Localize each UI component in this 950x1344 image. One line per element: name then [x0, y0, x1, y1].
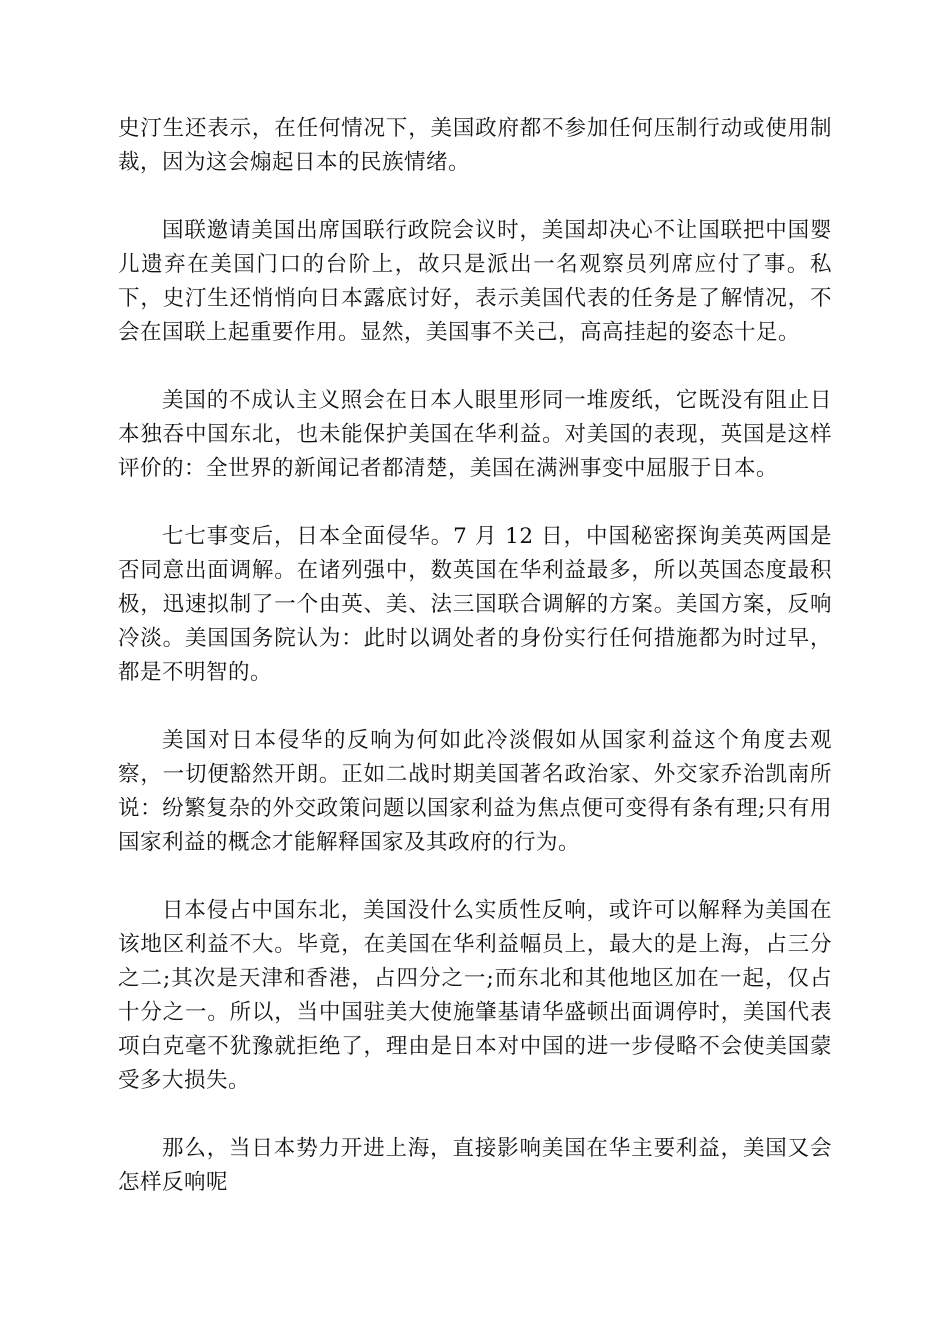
paragraph-1: 史汀生还表示，在任何情况下，美国政府都不参加任何压制行动或使用制裁，因为这会煽起日本的民族情绪。	[118, 116, 832, 175]
article-body	[118, 112, 832, 1200]
paragraph-3: 美国的不成认主义照会在日本人眼里形同一堆废纸，它既没有阻止日本独吞中国东北，也未能保护美国在华利益。对美国的表现，英国是这样评价的：全世界的新闻记者都清楚，美国在满洲事变中屈服于日本。	[118, 388, 832, 481]
paragraph-2: 国联邀请美国出席国联行政院会议时，美国却决心不让国联把中国婴儿遗弃在美国门口的台阶上，故只是派出一名观察员列席应付了事。私下，史汀生还悄悄向日本露底讨好，表示美国代表的任务是了解情况，不会在国联上起重要作用。显然，美国事不关己，高高挂起的姿态十足。	[118, 218, 832, 345]
paragraph-4: 七七事变后，日本全面侵华。7 月 12 日，中国秘密探询美英两国是否同意出面调解。在诸列强中，数英国在华利益最多，所以英国态度最积极，迅速拟制了一个由英、美、法三国联合调解的方案。美国方案，反响冷淡。美国国务院认为：此时以调处者的身份实行任何措施都为时过早，都是不明智的。	[118, 524, 832, 685]
paragraph-6: 日本侵占中国东北，美国没什么实质性反响，或许可以解释为美国在该地区利益不大。毕竟，在美国在华利益幅员上，最大的是上海，占三分之二;其次是天津和香港，占四分之一;而东北和其他地区加在一起，仅占十分之一。所以，当中国驻美大使施肇基请华盛顿出面调停时，美国代表项白克毫不犹豫就拒绝了，理由是日本对中国的进一步侵略不会使美国蒙受多大损失。	[118, 898, 832, 1093]
paragraph-5: 美国对日本侵华的反响为何如此冷淡假如从国家利益这个角度去观察，一切便豁然开朗。正如二战时期美国著名政治家、外交家乔治凯南所说：纷繁复杂的外交政策问题以国家利益为焦点便可变得有条有理;只有用国家利益的概念才能解释国家及其政府的行为。	[118, 728, 832, 855]
paragraph-7: 那么，当日本势力开进上海，直接影响美国在华主要利益，美国又会怎样反响呢	[118, 1136, 832, 1195]
